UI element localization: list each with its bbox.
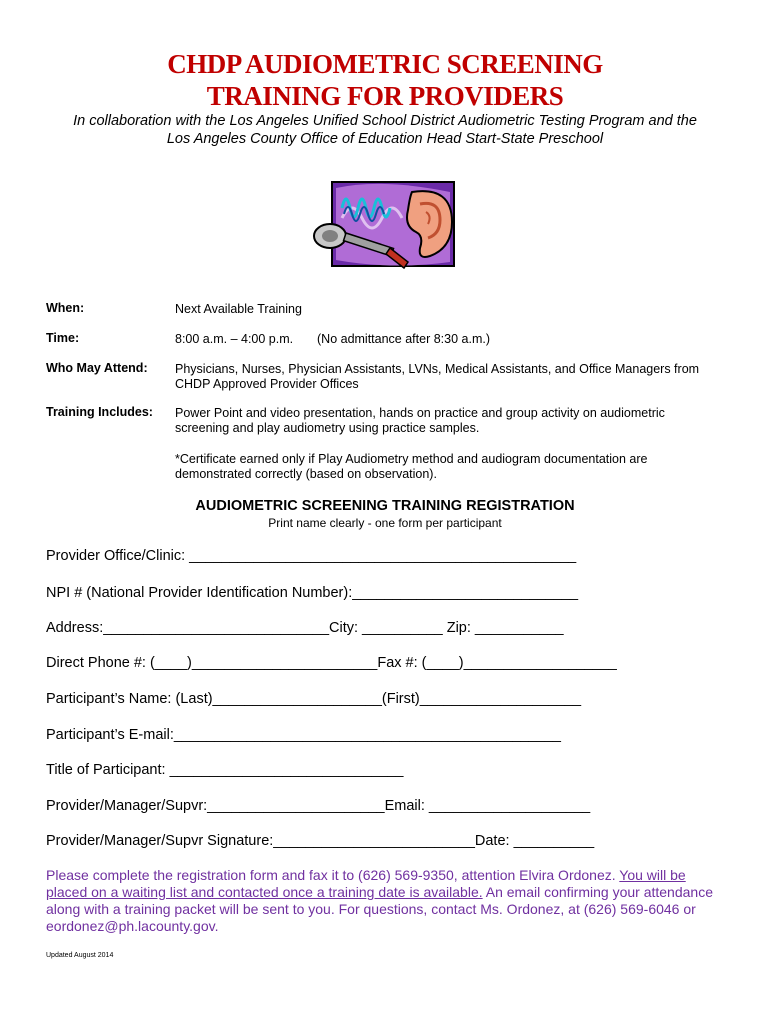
includes-line1: Power Point and video presentation, hands on practice and group activity on audiometric [175,406,665,420]
includes-label: Training Includes: [46,405,153,419]
participant-title-field[interactable]: Title of Participant: _____________________________ [46,762,404,778]
provider-office-field[interactable]: Provider Office/Clinic: ________________________________________________ [46,548,577,564]
supervisor-field[interactable]: Provider/Manager/Supvr:______________________Email: ____________________ [46,798,591,814]
time-note: (No admittance after 8:30 a.m.) [317,332,490,346]
attend-label: Who May Attend: [46,361,148,375]
page-title-line1: CHDP AUDIOMETRIC SCREENING [167,49,603,79]
updated-date: Updated August 2014 [46,952,114,959]
registration-title: AUDIOMETRIC SCREENING TRAINING REGISTRATION [195,498,575,514]
npi-field[interactable]: NPI # (National Provider Identification Number):____________________________ [46,585,579,601]
phone-field[interactable]: Direct Phone #: (____)_______________________Fax #: (____)___________________ [46,655,617,671]
participant-name-field[interactable]: Participant’s Name: (Last)_____________________(First)____________________ [46,691,582,707]
ear-clipart-icon [312,178,462,274]
includes-line2: screening and play audiometry using practice samples. [175,421,480,435]
registration-subtitle: Print name clearly - one form per participant [268,516,502,530]
time-label: Time: [46,331,80,345]
note-underlined: You will be placed on a waiting list and contacted once a training date is available. [46,867,686,900]
time-value: 8:00 a.m. – 4:00 p.m. [175,332,294,346]
subtitle-line2: Los Angeles County Office of Education Head Start-State Preschool [166,131,604,147]
subtitle-line1: In collaboration with the Los Angeles Unified School District Audiometric Testing Program and the [73,113,697,129]
note-part2: An email confirming your attendance along with a training packet will be sent to you. For questions, contact Ms. Ordonez, at (626) 569-6046 or eordonez@ph.lacounty.gov. [46,884,713,934]
address-field[interactable]: Address:____________________________City: __________ Zip: ___________ [46,620,564,636]
certificate-line1: *Certificate earned only if Play Audiometry method and audiogram documentation are [175,452,648,466]
when-value: Next Available Training [175,302,302,316]
certificate-line2: demonstrated correctly (based on observation). [175,467,437,481]
when-label: When: [46,301,85,315]
page-title-line2: TRAINING FOR PROVIDERS [206,81,564,111]
participant-email-field[interactable]: Participant’s E-mail:________________________________________________ [46,727,561,743]
instructions-note [46,867,726,935]
attend-line1: Physicians, Nurses, Physician Assistants, LVNs, Medical Assistants, and Office Managers from [175,362,700,376]
note-part1: Please complete the registration form and fax it to (626) 569-9350, attention Elvira Ordonez. [46,867,620,883]
signature-field[interactable]: Provider/Manager/Supvr Signature:_________________________Date: __________ [46,833,595,849]
attend-line2: CHDP Approved Provider Offices [175,377,359,391]
